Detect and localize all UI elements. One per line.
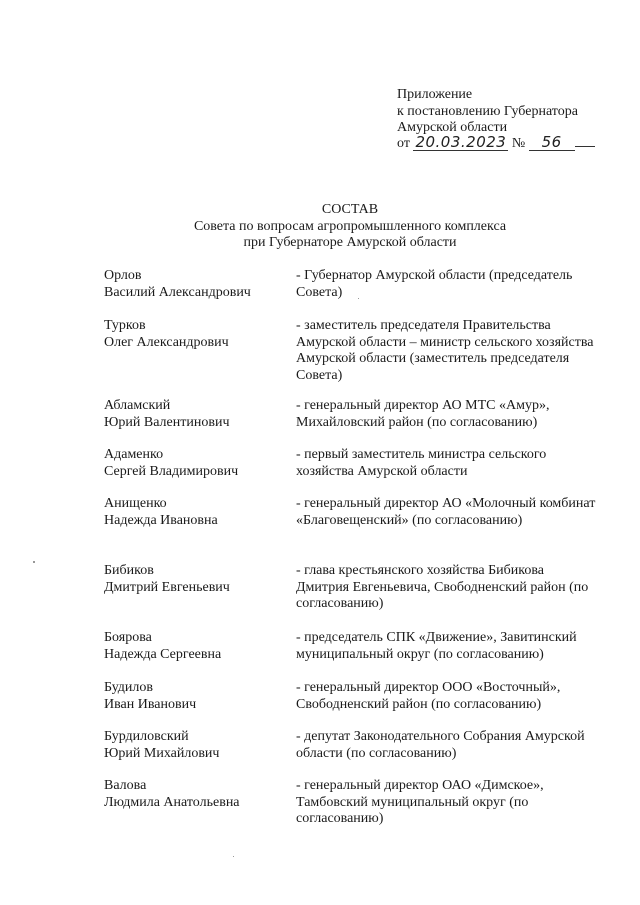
member-role: - Губернатор Амурской области (председатель Совета): [296, 268, 573, 300]
appendix-block: [397, 87, 578, 137]
document-subtitle-line1: Совета по вопросам агропромышленного комплекса: [193, 218, 507, 234]
member-role: - глава крестьянского хозяйства Бибикова Дмитрия Евгеньевича, Свободненский район (по согласованию): [296, 563, 589, 611]
member-surname: Бурдиловский: [104, 729, 189, 744]
member-given-names: Надежда Ивановна: [104, 512, 218, 528]
member-name: [104, 680, 284, 713]
member-surname: Бибиков: [104, 563, 154, 578]
appendix-date-line: [397, 135, 595, 153]
handwritten-date: 20.03.2023: [415, 133, 507, 151]
member-role: - генеральный директор ОАО «Димское», Тамбовский муниципальный округ (по согласованию): [296, 778, 544, 826]
member-role: - первый заместитель министра сельского хозяйства Амурской области: [296, 447, 547, 479]
member-surname: Будилов: [104, 680, 154, 695]
date-prefix: от: [397, 136, 410, 151]
appendix-region: Амурской области: [397, 120, 508, 135]
member-name: [104, 630, 284, 663]
member-surname: Анищенко: [104, 496, 167, 511]
number-underline: [575, 146, 595, 147]
member-given-names: Юрий Валентинович: [104, 414, 230, 430]
member-surname: Адаменко: [104, 447, 164, 462]
member-surname: Орлов: [104, 268, 142, 283]
member-role: - депутат Законодательного Собрания Амурской области (по согласованию): [296, 729, 585, 761]
member-name: [104, 318, 284, 351]
member-surname: Валова: [104, 778, 147, 793]
member-name: [104, 563, 284, 596]
appendix-resolution-ref: к постановлению Губернатора: [397, 103, 578, 119]
member-surname: Абламский: [104, 398, 171, 413]
document-heading: [0, 202, 640, 252]
scan-speck: [33, 561, 35, 563]
member-given-names: Иван Иванович: [104, 696, 197, 712]
member-surname: Турков: [104, 318, 146, 333]
document-title: СОСТАВ: [321, 202, 379, 217]
member-given-names: Людмила Анатольевна: [104, 794, 240, 810]
member-surname: Боярова: [104, 630, 152, 645]
member-given-names: Дмитрий Евгеньевич: [104, 579, 230, 595]
member-name: [104, 447, 284, 480]
member-name: [104, 778, 284, 811]
member-role: - генеральный директор ООО «Восточный», Свободненский район (по согласованию): [296, 680, 561, 712]
handwritten-number: 56: [529, 135, 575, 151]
scan-speck: [358, 298, 359, 299]
member-role: - генеральный директор АО МТС «Амур», Михайловский район (по согласованию): [296, 398, 550, 430]
member-role: - генеральный директор АО «Молочный комбинат «Благовещенский» (по согласованию): [296, 496, 596, 528]
member-name: [104, 496, 284, 529]
member-given-names: Юрий Михайлович: [104, 745, 220, 761]
appendix-title: Приложение: [397, 87, 473, 102]
member-given-names: Надежда Сергеевна: [104, 646, 222, 662]
member-name: [104, 398, 284, 431]
member-name: [104, 268, 284, 301]
member-name: [104, 729, 284, 762]
member-role: - заместитель председателя Правительства Амурской области – министр сельского хозяйства Амурской области (заместитель председателя Совета): [296, 318, 594, 383]
member-given-names: Василий Александрович: [104, 284, 251, 300]
member-role: - председатель СПК «Движение», Завитинский муниципальный округ (по согласованию): [296, 630, 577, 662]
member-given-names: Олег Александрович: [104, 334, 229, 350]
document-subtitle-line2: при Губернаторе Амурской области: [243, 235, 457, 250]
number-prefix: №: [511, 136, 526, 151]
scan-speck: [233, 856, 234, 857]
member-given-names: Сергей Владимирович: [104, 463, 239, 479]
